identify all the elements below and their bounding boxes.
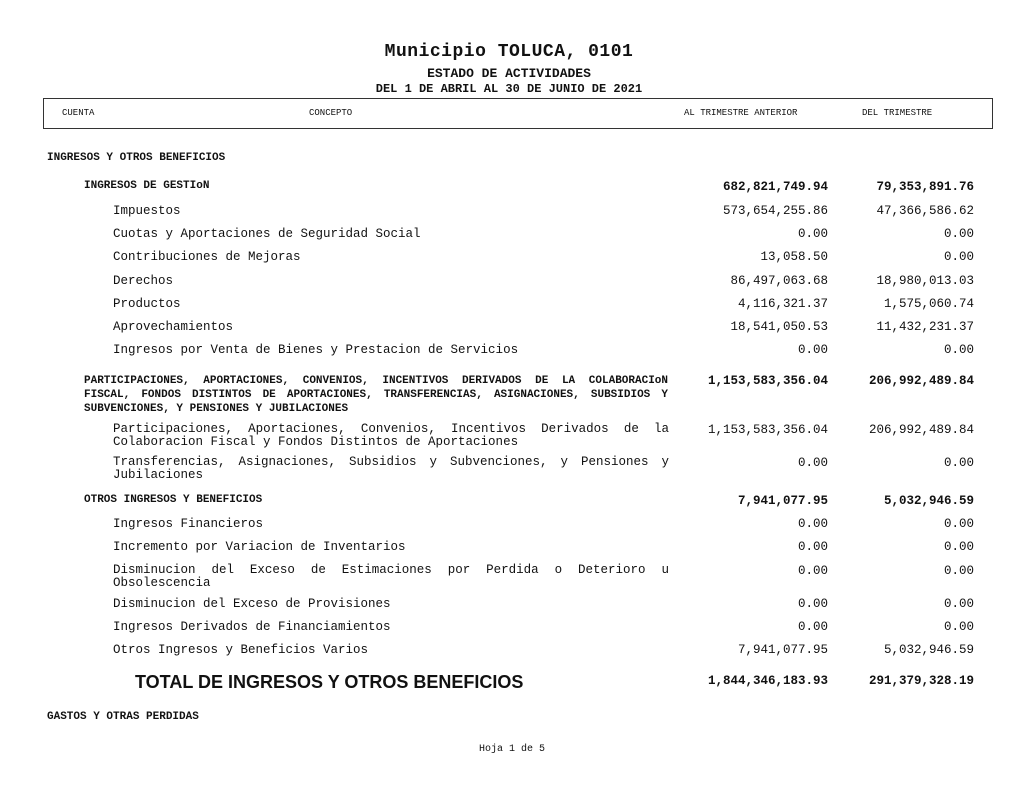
row-value-anterior: 0.00 xyxy=(797,456,828,470)
row-value-trimestre: 0.00 xyxy=(943,620,974,634)
row-label: OTROS INGRESOS Y BENEFICIOS xyxy=(84,494,263,506)
row-label: Derechos xyxy=(113,274,174,288)
row-value-anterior: 7,941,077.95 xyxy=(737,643,828,657)
page-title: Municipio TOLUCA, 0101 xyxy=(384,42,634,62)
row-label: Transferencias, Asignaciones, Subsidios y Subvenciones, y Pensiones y Jubilaciones xyxy=(113,455,669,482)
row-value-anterior: 0.00 xyxy=(797,597,828,611)
row-value-trimestre: 1,575,060.74 xyxy=(883,297,974,311)
row-label: Disminucion del Exceso de Estimaciones por Perdida o Deterioro u Obsolescencia xyxy=(113,563,669,590)
row-value-trimestre: 11,432,231.37 xyxy=(876,320,974,334)
row-value-anterior: 0.00 xyxy=(797,227,828,241)
row-value-anterior: 0.00 xyxy=(797,564,828,578)
row-value-trimestre: 206,992,489.84 xyxy=(868,423,974,437)
total-value-trimestre: 291,379,328.19 xyxy=(868,674,974,688)
row-label: Contribuciones de Mejoras xyxy=(113,250,301,264)
section-label: GASTOS Y OTRAS PERDIDAS xyxy=(47,711,199,723)
row-value-anterior: 13,058.50 xyxy=(760,250,828,264)
row-value-trimestre: 206,992,489.84 xyxy=(868,374,974,388)
page-number: Hoja 1 de 5 xyxy=(478,744,545,755)
row-value-trimestre: 79,353,891.76 xyxy=(876,180,974,194)
row-value-anterior: 4,116,321.37 xyxy=(737,297,828,311)
row-label: Impuestos xyxy=(113,204,181,218)
row-value-trimestre: 0.00 xyxy=(943,227,974,241)
row-label: INGRESOS DE GESTIoN xyxy=(84,180,210,192)
row-value-anterior: 573,654,255.86 xyxy=(722,204,828,218)
row-value-trimestre: 0.00 xyxy=(943,597,974,611)
report-period: DEL 1 DE ABRIL AL 30 DE JUNIO DE 2021 xyxy=(375,82,643,96)
column-header-cuenta: CUENTA xyxy=(62,108,95,118)
row-value-trimestre: 0.00 xyxy=(943,250,974,264)
row-value-anterior: 1,153,583,356.04 xyxy=(707,374,828,388)
row-value-anterior: 86,497,063.68 xyxy=(730,274,828,288)
row-label: Productos xyxy=(113,297,181,311)
row-value-trimestre: 0.00 xyxy=(943,517,974,531)
row-label: Cuotas y Aportaciones de Seguridad Social xyxy=(113,227,421,241)
row-value-trimestre: 47,366,586.62 xyxy=(876,204,974,218)
row-label: Ingresos Derivados de Financiamientos xyxy=(113,620,391,634)
row-value-trimestre: 18,980,013.03 xyxy=(876,274,974,288)
row-value-trimestre: 0.00 xyxy=(943,456,974,470)
column-header-box xyxy=(43,98,993,129)
row-label: Incremento por Variacion de Inventarios xyxy=(113,540,406,554)
row-label: Disminucion del Exceso de Provisiones xyxy=(113,597,391,611)
column-header-anterior: AL TRIMESTRE ANTERIOR xyxy=(684,108,798,118)
row-label: Ingresos Financieros xyxy=(113,517,264,531)
row-label: Ingresos por Venta de Bienes y Prestacion de Servicios xyxy=(113,343,519,357)
row-value-trimestre: 0.00 xyxy=(943,540,974,554)
column-header-trimestre: DEL TRIMESTRE xyxy=(862,108,933,118)
row-value-trimestre: 5,032,946.59 xyxy=(883,643,974,657)
row-value-anterior: 0.00 xyxy=(797,517,828,531)
row-value-anterior: 0.00 xyxy=(797,620,828,634)
row-label: Otros Ingresos y Beneficios Varios xyxy=(113,643,369,657)
total-value-anterior: 1,844,346,183.93 xyxy=(707,674,828,688)
row-label: PARTICIPACIONES, APORTACIONES, CONVENIOS, INCENTIVOS DERIVADOS DE LA COLABORACIoN FISCAL, FONDOS DISTINTOS DE APORTACIONES, TRANSFERENCIAS, ASIGNACIONES, SUBSIDIOS Y SUBVENCIONES, Y PENSIONES Y JUBILACIONES xyxy=(84,375,668,415)
section-label: INGRESOS Y OTROS BENEFICIOS xyxy=(47,152,226,164)
column-header-concepto: CONCEPTO xyxy=(309,108,353,118)
report-subtitle: ESTADO DE ACTIVIDADES xyxy=(427,66,591,81)
row-value-trimestre: 5,032,946.59 xyxy=(883,494,974,508)
total-label: TOTAL DE INGRESOS Y OTROS BENEFICIOS xyxy=(135,672,524,692)
row-label: Participaciones, Aportaciones, Convenios, Incentivos Derivados de la Colaboracion Fiscal y Fondos Distintos de Aportaciones xyxy=(113,422,669,449)
row-value-anterior: 7,941,077.95 xyxy=(737,494,828,508)
row-value-anterior: 0.00 xyxy=(797,343,828,357)
row-value-anterior: 0.00 xyxy=(797,540,828,554)
row-value-trimestre: 0.00 xyxy=(943,343,974,357)
row-label: Aprovechamientos xyxy=(113,320,234,334)
row-value-anterior: 18,541,050.53 xyxy=(730,320,828,334)
row-value-anterior: 1,153,583,356.04 xyxy=(707,423,828,437)
row-value-anterior: 682,821,749.94 xyxy=(722,180,828,194)
row-value-trimestre: 0.00 xyxy=(943,564,974,578)
